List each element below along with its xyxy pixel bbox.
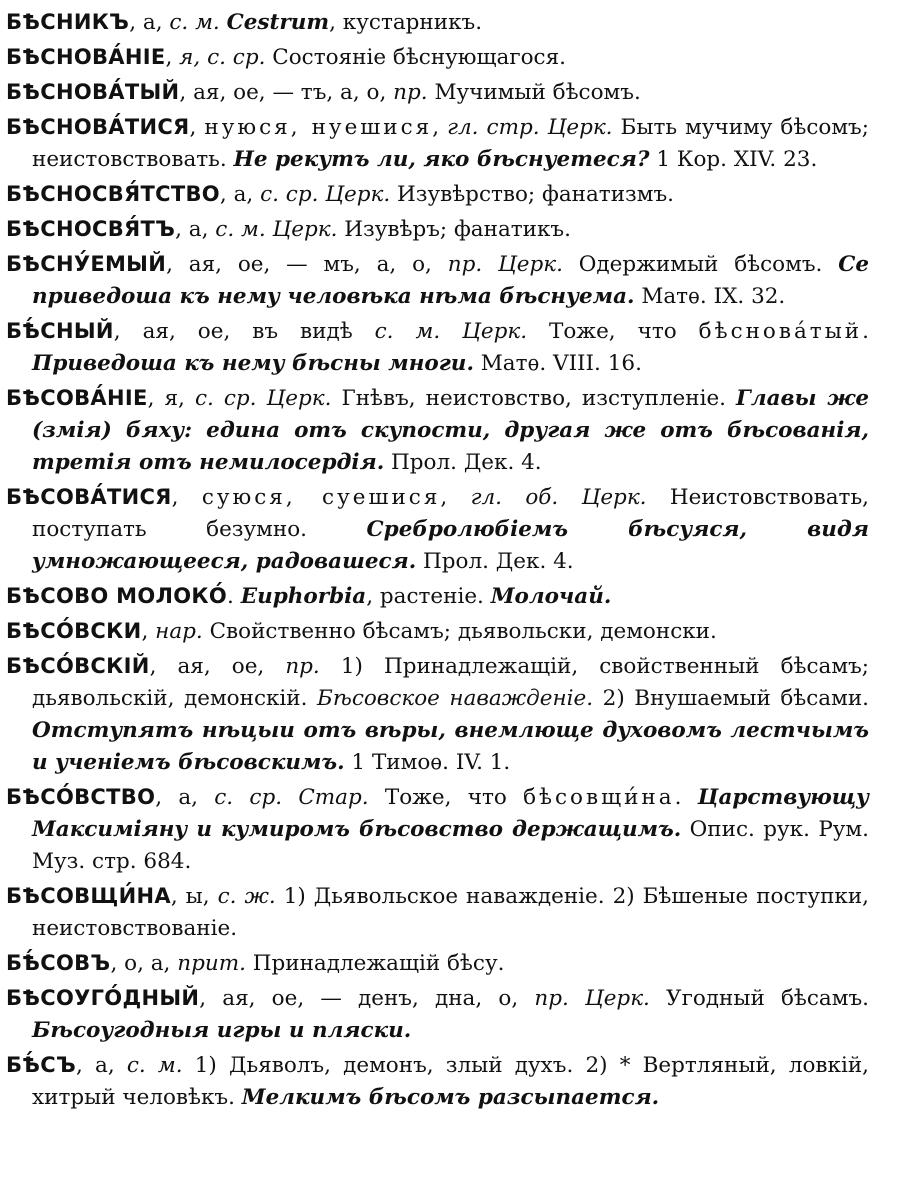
dictionary-entry <box>6 481 869 578</box>
entry-headword: БѢСО́ВСТВО <box>6 785 156 809</box>
grammar-label: я, с. ср. <box>179 45 266 70</box>
definition-text: Прол. Дек. 4. <box>384 450 542 475</box>
definition-text: Изувѣрство; фанатизмъ. <box>390 182 674 207</box>
entry-headword: БѢСОВА́НІЕ <box>6 386 148 410</box>
entry-list <box>6 6 869 1114</box>
definition-text: Опис. рук. Рум. Муз. стр. 684. <box>32 817 869 874</box>
entry-headword: БѢ́СЪ <box>6 1053 76 1077</box>
grammar-label: прит. <box>177 951 246 976</box>
grammar-label: нар. <box>155 619 203 644</box>
dictionary-entry <box>6 781 869 878</box>
entry-headword: БѢСНОСВЯ́ТСТВО <box>6 182 220 206</box>
definition-text: Состояніе бѣснующагося. <box>265 45 566 70</box>
definition-text: , <box>440 485 471 510</box>
dictionary-entry <box>6 178 869 211</box>
grammar-label: с. ср. Стар. <box>214 785 369 810</box>
definition-text: , ая, ое, — денъ, дна, о, <box>199 986 535 1011</box>
definition-text: , ая, ое, — тъ, а, о, <box>179 80 394 105</box>
dictionary-entry <box>6 315 869 380</box>
definition-text: 1) Дьявольское наважденіе. 2) Бѣшеные поступки, неистовствованіе. <box>32 884 870 941</box>
definition-text: , <box>165 45 180 70</box>
entry-headword: БѢСНОВА́НІЕ <box>6 45 166 69</box>
spaced-text: бѣснова́тый <box>698 319 863 344</box>
definition-text: , ая, ое, — мъ, а, о, <box>166 252 448 277</box>
definition-text: , ы, <box>170 884 218 909</box>
dictionary-entry <box>6 880 869 945</box>
citation-text: Царствующу Максиміяну и кумиромъ бѣсовство держащимъ. <box>32 785 870 842</box>
definition-text: , <box>141 619 156 644</box>
citation-text: Сребролюбіемъ бѣсуяся, видя умножающееся, радовашеся. <box>32 517 869 574</box>
definition-text: . <box>227 584 241 609</box>
entry-headword: БѢСО́ВСКИ <box>6 619 142 643</box>
dictionary-entry <box>6 1049 869 1114</box>
spaced-text: бѣсовщи́на <box>523 785 675 810</box>
definition-text: Изувѣръ; фанатикъ. <box>337 217 571 242</box>
grammar-label: гл. об. Церк. <box>470 485 647 510</box>
grammar-label: пр. Церк. <box>447 252 563 277</box>
citation-text: Главы же (змія) бяху: едина отъ скупости, другая же отъ бѣсованія, третія отъ немилосердія. <box>32 386 869 475</box>
definition-text: Гнѣвъ, неистовство, изступленіе. <box>331 386 737 411</box>
grammar-label: пр. Церк. <box>534 986 650 1011</box>
entry-headword: БѢСНОВА́ТИСЯ <box>6 115 190 139</box>
grammar-label: Бѣсовское наважденіе. <box>317 686 594 711</box>
spaced-text: нуюся, нуешися <box>204 115 433 140</box>
dictionary-entry <box>6 76 869 109</box>
dictionary-entry <box>6 248 869 313</box>
definition-text: , ая, ое, <box>149 654 286 679</box>
dictionary-entry <box>6 41 869 74</box>
definition-text: 1 Тимоѳ. IV. 1. <box>344 750 511 775</box>
definition-text: Неистовствовать, поступать безумно. <box>32 485 869 542</box>
grammar-label: с. м. Церк. <box>215 217 338 242</box>
entry-headword: БѢСНИКЪ <box>6 10 130 34</box>
definition-text: , а, <box>129 10 170 35</box>
definition-text: , я, <box>147 386 195 411</box>
definition-text: , о, а, <box>110 951 178 976</box>
definition-text: , ая, ое, въ видѣ <box>113 319 375 344</box>
citation-text: Бѣсоугодныя игры и пляски. <box>32 1018 412 1043</box>
citation-text: Приведоша къ нему бѣсны многи. <box>32 351 474 376</box>
grammar-label: пр. <box>285 654 320 679</box>
definition-text <box>220 10 227 35</box>
citation-text: Мелкимъ бѣсомъ разсыпается. <box>241 1085 660 1110</box>
dictionary-entry <box>6 982 869 1047</box>
definition-text: Угодный бѣсамъ. <box>649 986 869 1011</box>
definition-text: , а, <box>155 785 215 810</box>
dictionary-entry <box>6 382 869 479</box>
definition-text: , растеніе. <box>366 584 491 609</box>
grammar-label: с. м. Церк. <box>374 319 528 344</box>
dictionary-entry <box>6 947 869 980</box>
grammar-label: с. м. <box>169 10 220 35</box>
grammar-label: с. ср. Церк. <box>194 386 332 411</box>
entry-headword: БѢСНОВА́ТЫЙ <box>6 80 180 104</box>
definition-text: Тоже, что <box>527 319 699 344</box>
dictionary-entry <box>6 6 869 39</box>
spaced-text: суюся, суешися <box>201 485 441 510</box>
definition-text: , <box>189 115 205 140</box>
definition-text: Тоже, что <box>368 785 524 810</box>
definition-text: Мучимый бѣсомъ. <box>427 80 641 105</box>
grammar-label: пр. <box>393 80 428 105</box>
definition-text: Быть мучиму бѣсомъ; неистовствовать. <box>32 115 869 172</box>
definition-text: Матѳ. IX. 32. <box>634 284 786 309</box>
definition-text: Одержимый бѣсомъ. <box>562 252 839 277</box>
definition-text: , кустарникъ. <box>329 10 483 35</box>
definition-text: . <box>862 319 869 344</box>
entry-headword: БѢ́СНЫЙ <box>6 319 114 343</box>
definition-text: Матѳ. VIII. 16. <box>473 351 642 376</box>
definition-text: , <box>171 485 202 510</box>
entry-headword: БѢ́СОВЪ <box>6 951 111 975</box>
entry-headword: БѢСОВО МОЛОКО́ <box>6 584 228 608</box>
entry-headword: БѢСО́ВСКІЙ <box>6 654 150 678</box>
entry-headword: БѢСОВЩИ́НА <box>6 884 171 908</box>
definition-text: , <box>432 115 448 140</box>
grammar-label: с. ж. <box>217 884 276 909</box>
entry-headword: БѢСОУГО́ДНЫЙ <box>6 986 200 1010</box>
citation-text: Молочай. <box>490 584 612 609</box>
definition-text: , а, <box>76 1053 127 1078</box>
definition-text: Свойственно бѣсамъ; дьявольски, демонски. <box>202 619 717 644</box>
definition-text: Принадлежащій бѣсу. <box>245 951 505 976</box>
entry-headword: БѢСНУ́ЕМЫЙ <box>6 252 167 276</box>
grammar-label: с. м. <box>126 1053 183 1078</box>
grammar-label: гл. стр. Церк. <box>447 115 613 140</box>
dictionary-entry <box>6 213 869 246</box>
definition-text: 1) Дьяволъ, демонъ, злый духъ. 2) * Вертляный, ловкій, хитрый человѣкъ. <box>32 1053 869 1110</box>
citation-text: Не рекутъ ли, яко бѣснуетеся? <box>233 147 650 172</box>
citation-text: Отступятъ нѣцыи отъ вѣры, внемлюще духовомъ лестчымъ и ученіемъ бѣсовскимъ. <box>32 718 869 775</box>
dictionary-entry <box>6 111 869 176</box>
dictionary-entry <box>6 650 869 779</box>
definition-text: 2) Внушаемый бѣсами. <box>593 686 869 711</box>
dictionary-entry <box>6 615 869 648</box>
definition-text: . <box>674 785 698 810</box>
definition-text: , а, <box>219 182 261 207</box>
dictionary-entry <box>6 580 869 613</box>
definition-text: Прол. Дек. 4. <box>416 549 574 574</box>
entry-headword: БѢСНОСВЯ́ТЪ <box>6 217 176 241</box>
entry-headword: БѢСОВА́ТИСЯ <box>6 485 172 509</box>
definition-text: 1) Принадлежащій, свойственный бѣсамъ; дьявольскій, демонскій. <box>32 654 869 711</box>
definition-text: , а, <box>175 217 216 242</box>
definition-text: 1 Кор. XIV. 23. <box>649 147 818 172</box>
citation-text: Cestrum <box>226 10 330 35</box>
citation-text: Се приведоша къ нему человѣка нѣма бѣснуема. <box>32 252 869 309</box>
grammar-label: с. ср. Церк. <box>260 182 391 207</box>
citation-text: Euphorbia <box>240 584 367 609</box>
